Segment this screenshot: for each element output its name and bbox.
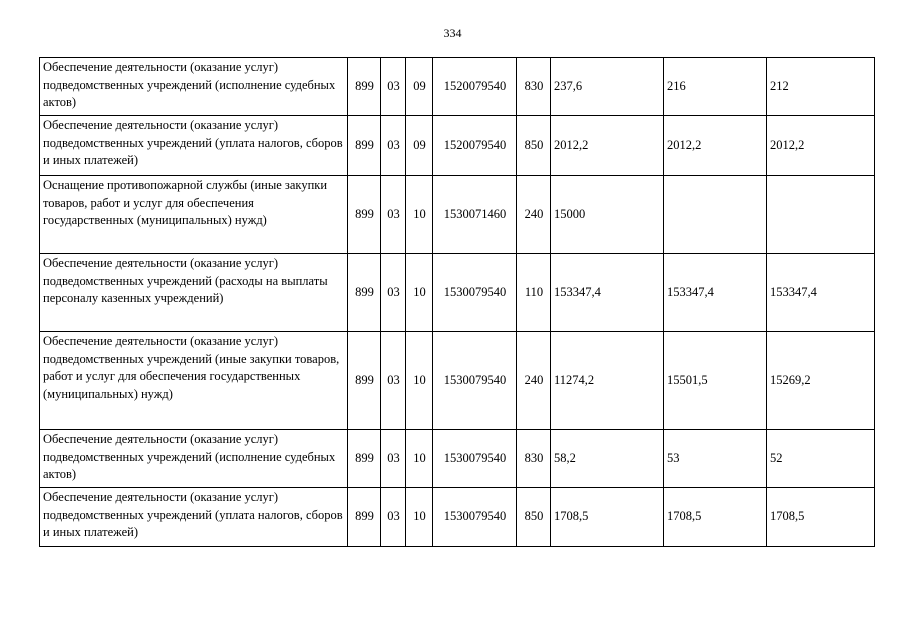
subsection-code: 09 (406, 58, 433, 116)
subsection-code: 10 (406, 176, 433, 254)
row-description: Обеспечение деятельности (оказание услуг) подведомственных учреждений (исполнение судебных актов) (40, 430, 348, 488)
expense-type-code: 850 (517, 488, 551, 547)
row-description: Обеспечение деятельности (оказание услуг) подведомственных учреждений (иные закупки товаров, работ и услуг для обеспечения государственных (муниципальных) нужд) (40, 332, 348, 430)
ved-code: 899 (348, 116, 381, 176)
expense-type-code: 240 (517, 176, 551, 254)
expense-type-code: 830 (517, 430, 551, 488)
subsection-code: 10 (406, 332, 433, 430)
section-code: 03 (381, 254, 406, 332)
page-number: 334 (443, 26, 462, 40)
budget-table (39, 57, 875, 547)
table-row (40, 254, 875, 332)
target-item-code: 1530079540 (433, 488, 517, 547)
table-row (40, 332, 875, 430)
row-description: Обеспечение деятельности (оказание услуг) подведомственных учреждений (уплата налогов, сборов и иных платежей) (40, 116, 348, 176)
row-description: Обеспечение деятельности (оказание услуг) подведомственных учреждений (уплата налогов, сборов и иных платежей) (40, 488, 348, 547)
subsection-code: 10 (406, 488, 433, 547)
target-item-code: 1530079540 (433, 430, 517, 488)
section-code: 03 (381, 430, 406, 488)
table-row (40, 116, 875, 176)
row-description: Оснащение противопожарной службы (иные закупки товаров, работ и услуг для обеспечения государственных (муниципальных) нужд) (40, 176, 348, 254)
subsection-code: 09 (406, 116, 433, 176)
table-row (40, 58, 875, 116)
amount-year-1: 1708,5 (551, 488, 664, 547)
amount-year-3 (767, 176, 875, 254)
amount-year-1: 2012,2 (551, 116, 664, 176)
table-row (40, 176, 875, 254)
row-description: Обеспечение деятельности (оказание услуг) подведомственных учреждений (исполнение судебных актов) (40, 58, 348, 116)
amount-year-3: 15269,2 (767, 332, 875, 430)
amount-year-1: 11274,2 (551, 332, 664, 430)
amount-year-3: 52 (767, 430, 875, 488)
amount-year-1: 15000 (551, 176, 664, 254)
amount-year-3: 212 (767, 58, 875, 116)
amount-year-2 (664, 176, 767, 254)
ved-code: 899 (348, 332, 381, 430)
section-code: 03 (381, 116, 406, 176)
section-code: 03 (381, 176, 406, 254)
amount-year-3: 1708,5 (767, 488, 875, 547)
amount-year-2: 2012,2 (664, 116, 767, 176)
amount-year-2: 1708,5 (664, 488, 767, 547)
target-item-code: 1530071460 (433, 176, 517, 254)
target-item-code: 1530079540 (433, 254, 517, 332)
section-code: 03 (381, 488, 406, 547)
expense-type-code: 830 (517, 58, 551, 116)
ved-code: 899 (348, 58, 381, 116)
amount-year-2: 15501,5 (664, 332, 767, 430)
expense-type-code: 110 (517, 254, 551, 332)
ved-code: 899 (348, 254, 381, 332)
amount-year-2: 216 (664, 58, 767, 116)
subsection-code: 10 (406, 430, 433, 488)
section-code: 03 (381, 58, 406, 116)
target-item-code: 1530079540 (433, 332, 517, 430)
section-code: 03 (381, 332, 406, 430)
amount-year-3: 2012,2 (767, 116, 875, 176)
ved-code: 899 (348, 488, 381, 547)
expense-type-code: 850 (517, 116, 551, 176)
ved-code: 899 (348, 430, 381, 488)
amount-year-2: 53 (664, 430, 767, 488)
row-description: Обеспечение деятельности (оказание услуг) подведомственных учреждений (расходы на выплаты персоналу казенных учреждений) (40, 254, 348, 332)
table-row (40, 488, 875, 547)
amount-year-1: 153347,4 (551, 254, 664, 332)
target-item-code: 1520079540 (433, 58, 517, 116)
amount-year-1: 237,6 (551, 58, 664, 116)
amount-year-3: 153347,4 (767, 254, 875, 332)
amount-year-1: 58,2 (551, 430, 664, 488)
subsection-code: 10 (406, 254, 433, 332)
amount-year-2: 153347,4 (664, 254, 767, 332)
table-row (40, 430, 875, 488)
target-item-code: 1520079540 (433, 116, 517, 176)
expense-type-code: 240 (517, 332, 551, 430)
ved-code: 899 (348, 176, 381, 254)
